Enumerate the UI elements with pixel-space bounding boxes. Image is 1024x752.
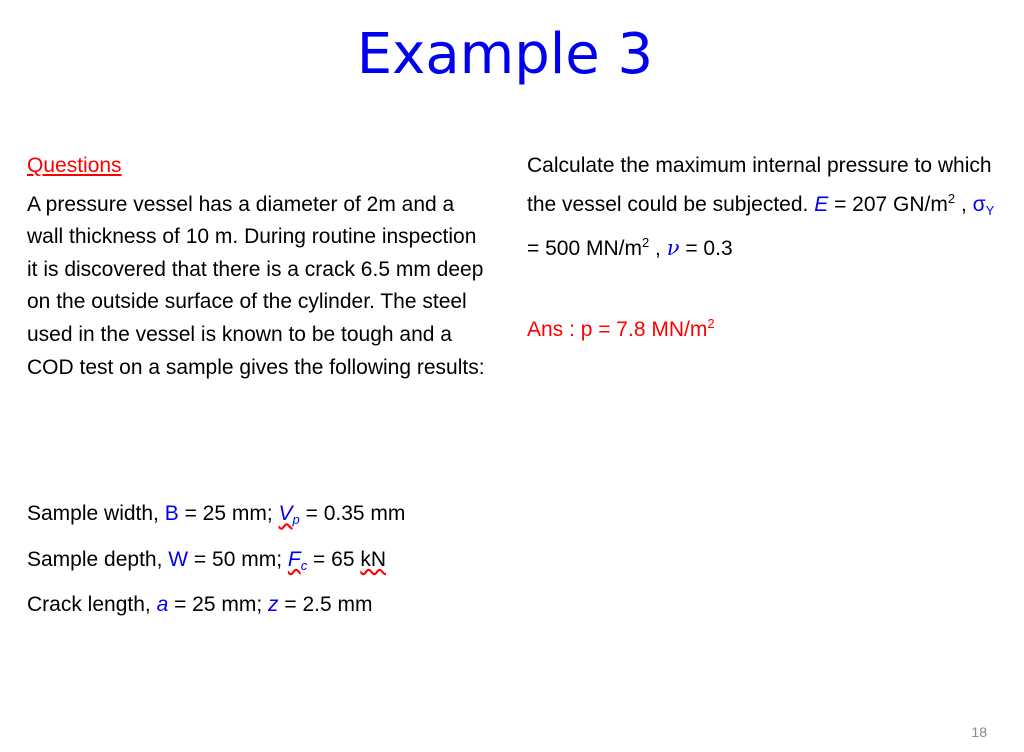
questions-heading: Questions <box>27 154 122 177</box>
symbol-w: W <box>168 547 189 571</box>
symbol-fc: $F_c$ <box>287 547 308 573</box>
value-sigma: = 500 MN/m <box>527 237 642 261</box>
symbol-z: z <box>268 593 279 616</box>
unit-kn: kN <box>360 547 387 571</box>
symbol-e: E <box>814 192 829 216</box>
test-results <box>27 494 405 625</box>
superscript-e: 2 <box>947 190 956 206</box>
symbol-a: a <box>156 593 169 616</box>
superscript-sigma: 2 <box>641 235 650 251</box>
value-b: = 25 mm; <box>178 502 279 525</box>
calculation-column <box>527 150 997 346</box>
slide-title: Example 3 <box>356 22 654 87</box>
value-w: = 50 mm; <box>188 547 288 571</box>
label-sample-depth: Sample depth, <box>27 547 169 571</box>
label-crack-length: Crack length, <box>27 593 157 616</box>
page-number: 18 <box>971 724 987 740</box>
value-e: = 207 GN/m <box>834 192 948 216</box>
answer: Ans : p = 7.8 $MN/m^2$ <box>527 315 715 341</box>
problem-statement: A pressure vessel has a diameter of 2m and a wall thickness of 10 m. During routine inspection it is discovered that there is a crack 6.5 mm deep on the outside surface of the cylinder. The steel used in the vessel is known to be tough and a COD test on a sample gives the following results: <box>27 192 485 379</box>
symbol-nu: ν <box>666 236 680 261</box>
value-z: = 2.5 mm <box>278 593 373 616</box>
value-fc: = 65 <box>307 547 361 571</box>
symbol-b: B <box>164 502 179 525</box>
value-vp: = 0.35 mm <box>299 502 406 525</box>
value-nu: = 0.3 <box>679 237 733 261</box>
questions-column <box>27 150 487 384</box>
symbol-vp: $V_p$ <box>278 502 300 527</box>
label-sample-width: Sample width, <box>27 502 165 525</box>
symbol-sigma: $\sigma_Y$ <box>972 192 995 218</box>
calculation-prompt: Calculate the maximum internal pressure to which the vessel could be subjected. E = 207 $GN/m^2$ , $\sigma_Y = 500$ $MN/m^2$ , ν = 0.3 <box>527 154 995 261</box>
result-row-depth <box>27 540 405 586</box>
value-a: = 25 mm; <box>168 593 269 616</box>
result-row-width <box>27 494 405 540</box>
result-row-crack <box>27 585 405 625</box>
